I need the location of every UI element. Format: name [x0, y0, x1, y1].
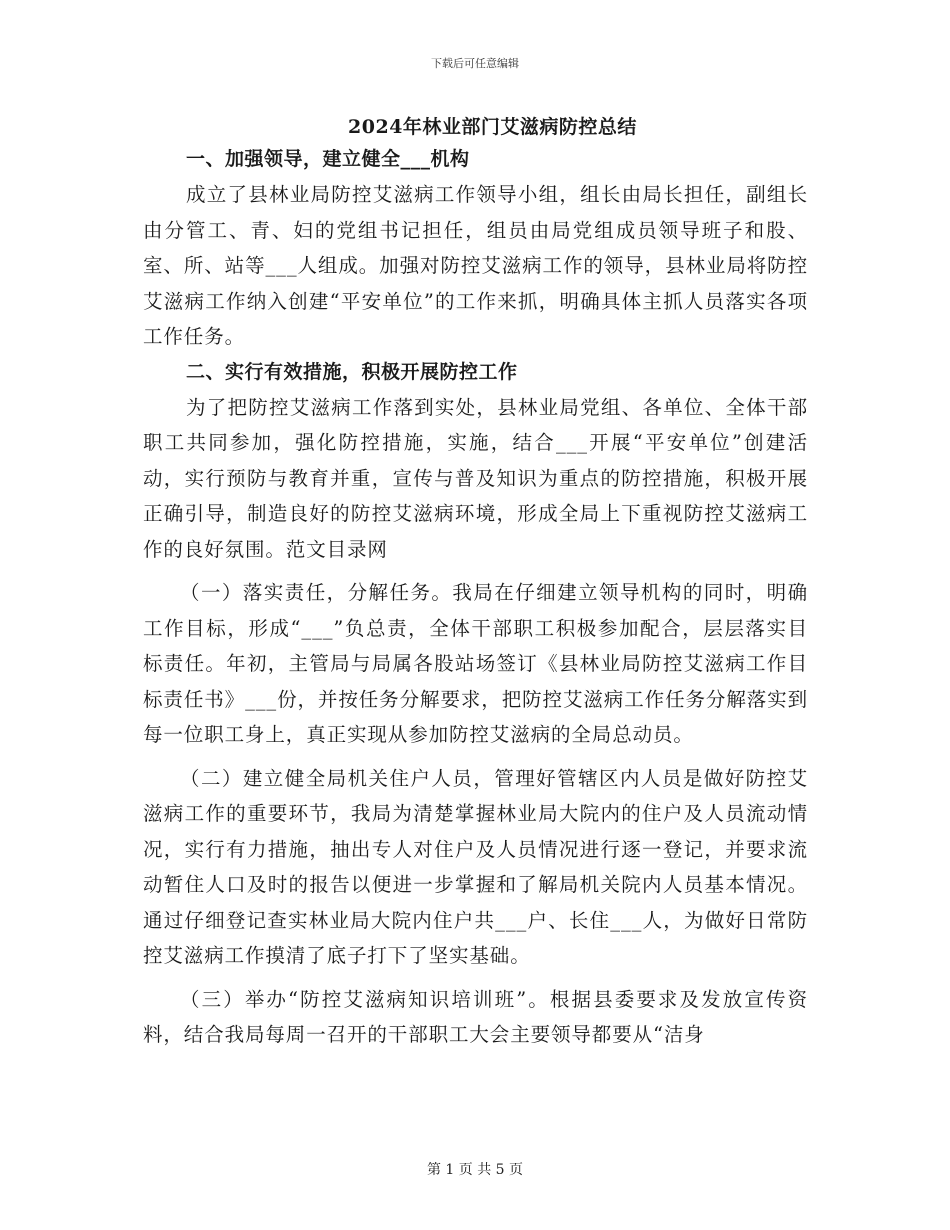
document-body — [143, 112, 808, 1053]
section-heading-1: 一、加强领导，建立健全___机构 — [186, 148, 470, 170]
section-heading-2: 二、实行有效措施，积极开展防控工作 — [186, 360, 518, 383]
document-title: 2024年林业部门艾滋病防控总结 — [348, 116, 637, 138]
paragraph: （二）建立健全局机关住户人员，管理好管辖区内人员是做好防控艾滋病工作的重要环节，我局为清楚掌握林业局大院内的住户及人员流动情况，实行有力措施，抽出专人对住户及人员情况进行逐一登记，并要求流动暂住人口及时的报告以便进一步掌握和了解局机关院内人员基本情况。通过仔细登记查实林业局大院内住户共___户、长住___人，为做好日常防控艾滋病工作摸清了底子打下了坚实基础。 — [143, 766, 808, 967]
page-header-note: 下载后可任意编辑 — [431, 57, 519, 70]
paragraph: （三）举办“防控艾滋病知识培训班”。根据县委要求及发放宣传资料，结合我局每周一召开的干部职工大会主要领导都要从“洁身 — [143, 987, 808, 1046]
paragraph: 成立了县林业局防控艾滋病工作领导小组，组长由局长担任，副组长由分管工、青、妇的党组书记担任，组员由局党组成员领导班子和股、室、所、站等___人组成。加强对防控艾滋病工作的领导，县林业局将防控艾滋病工作纳入创建“平安单位”的工作来抓，明确具体主抓人员落实各项工作任务。 — [143, 183, 808, 348]
page-number: 第 1 页 共 5 页 — [426, 1162, 524, 1178]
paragraph: （一）落实责任，分解任务。我局在仔细建立领导机构的同时，明确工作目标，形成“___”负总责，全体干部职工积极参加配合，层层落实目标责任。年初，主管局与局属各股站场签订《县林业局防控艾滋病工作目标责任书》___份，并按任务分解要求，把防控艾滋病工作任务分解落实到每一位职工身上，真正实现从参加防控艾滋病的全局总动员。 — [143, 581, 808, 746]
paragraph: 为了把防控艾滋病工作落到实处，县林业局党组、各单位、全体干部职工共同参加，强化防控措施，实施，结合___开展“平安单位”创建活动，实行预防与教育并重，宣传与普及知识为重点的防控措施，积极开展正确引导，制造良好的防控艾滋病环境，形成全局上下重视防控艾滋病工作的良好氛围。范文目录网 — [143, 395, 808, 561]
